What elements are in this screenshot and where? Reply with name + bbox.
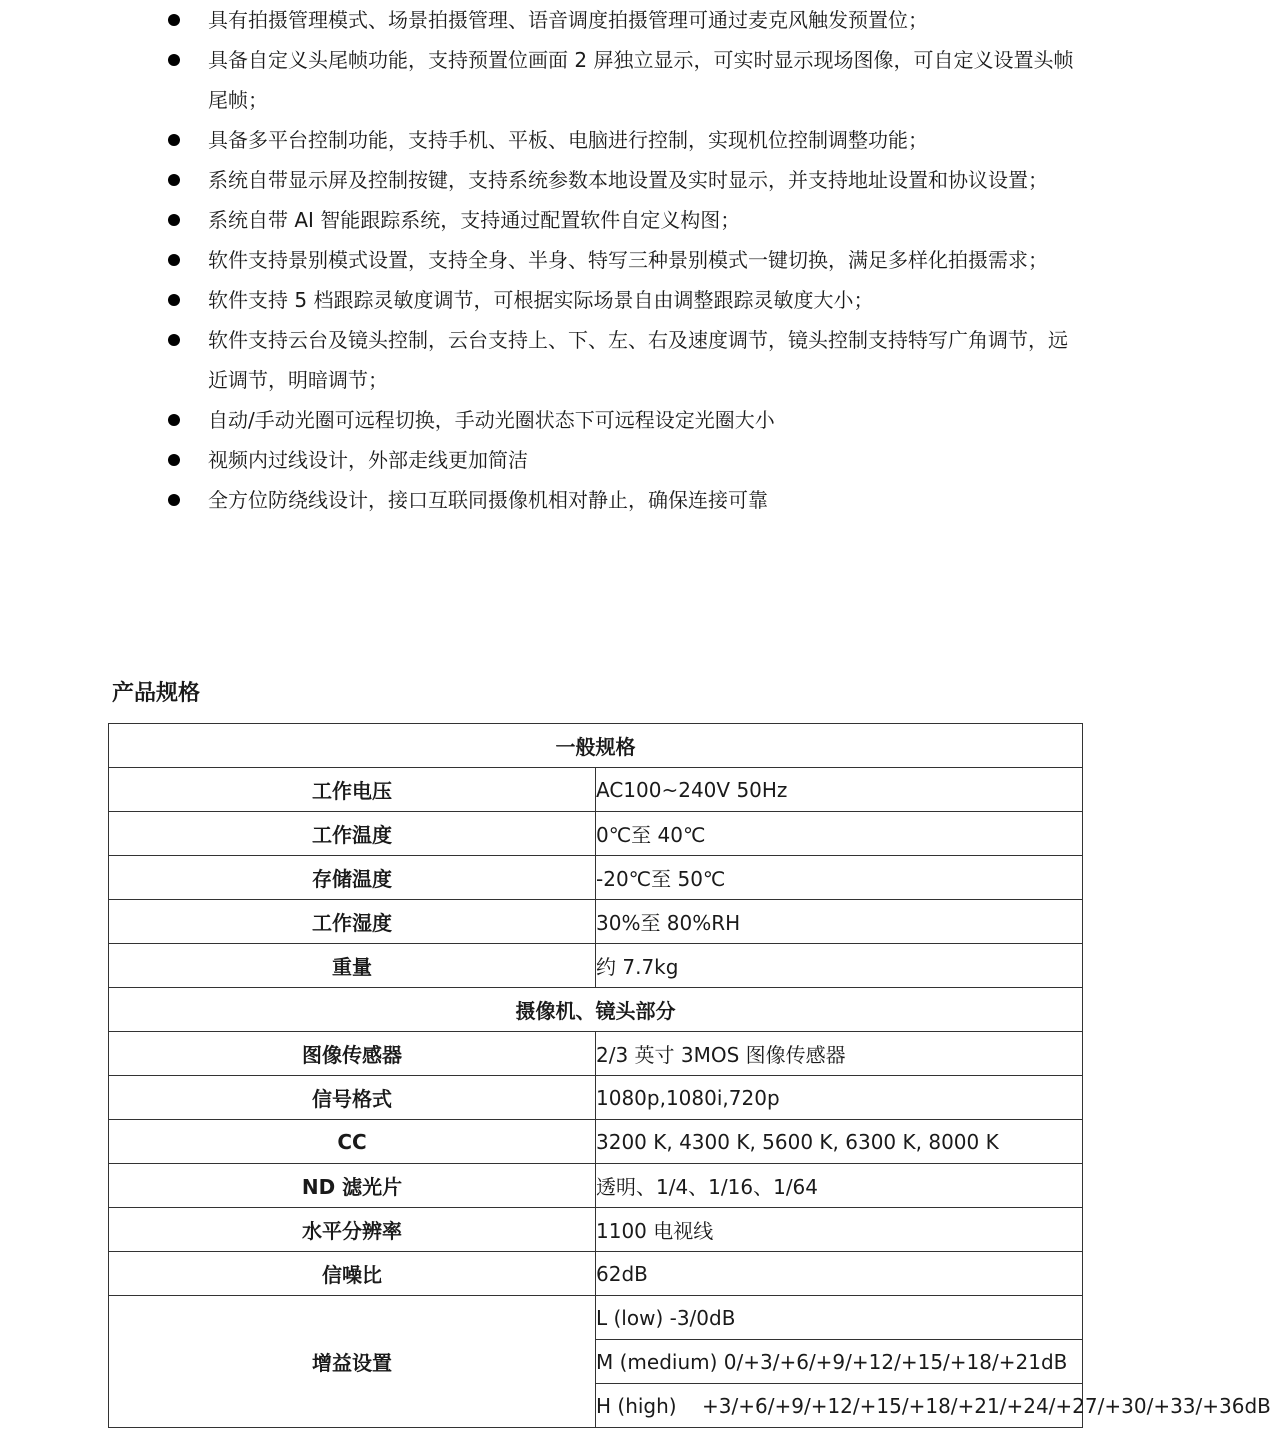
- bullet-icon: [168, 14, 180, 26]
- feature-text: 自动/手动光圈可远程切换，手动光圈状态下可远程设定光圈大小: [208, 408, 775, 432]
- bullet-icon: [168, 294, 180, 306]
- feature-text: 具有拍摄管理模式、场景拍摄管理、语音调度拍摄管理可通过麦克风触发预置位；: [208, 8, 928, 32]
- table-row: [109, 1208, 1083, 1252]
- spec-label: 工作温度: [109, 812, 596, 856]
- feature-text: 软件支持 5 档跟踪灵敏度调节，可根据实际场景自由调整跟踪灵敏度大小；: [208, 288, 874, 312]
- table-row: [109, 1296, 1083, 1340]
- spec-value: 2/3 英寸 3MOS 图像传感器: [596, 1032, 1083, 1076]
- table-row: [109, 1076, 1083, 1120]
- bullet-icon: [168, 214, 180, 226]
- group-header-general: 一般规格: [109, 724, 1083, 768]
- section-title: 产品规格: [112, 681, 201, 706]
- spec-value: -20℃至 50℃: [596, 856, 1083, 900]
- feature-item: [0, 240, 1078, 280]
- table-row: [109, 944, 1083, 988]
- spec-label: 信号格式: [109, 1076, 596, 1120]
- spec-label: 工作电压: [109, 768, 596, 812]
- table-row: [109, 1252, 1083, 1296]
- spec-value: 透明、1/4、1/16、1/64: [596, 1164, 1083, 1208]
- bullet-icon: [168, 254, 180, 266]
- table-row: [109, 1032, 1083, 1076]
- spec-value: 0℃至 40℃: [596, 812, 1083, 856]
- gain-label: 增益设置: [109, 1296, 596, 1428]
- spec-value: 1080p,1080i,720p: [596, 1076, 1083, 1120]
- bullet-icon: [168, 414, 180, 426]
- spec-value: 约 7.7kg: [596, 944, 1083, 988]
- bullet-icon: [168, 494, 180, 506]
- spec-label: 存储温度: [109, 856, 596, 900]
- bullet-icon: [168, 134, 180, 146]
- table-row: [109, 768, 1083, 812]
- spec-label: 信噪比: [109, 1252, 596, 1296]
- spec-label: 工作湿度: [109, 900, 596, 944]
- spec-label: 水平分辨率: [109, 1208, 596, 1252]
- spec-label: CC: [109, 1120, 596, 1164]
- feature-list: [0, 0, 1192, 520]
- spec-value: 30%至 80%RH: [596, 900, 1083, 944]
- bullet-icon: [168, 334, 180, 346]
- spec-label: 图像传感器: [109, 1032, 596, 1076]
- feature-item: [0, 440, 1078, 480]
- bullet-icon: [168, 54, 180, 66]
- bullet-icon: [168, 174, 180, 186]
- feature-text: 视频内过线设计，外部走线更加简洁: [208, 448, 528, 472]
- table-row: [109, 1164, 1083, 1208]
- feature-item: [0, 280, 1078, 320]
- feature-text: 全方位防绕线设计，接口互联同摄像机相对静止，确保连接可靠: [208, 488, 768, 512]
- table-group-row: [109, 724, 1083, 768]
- spec-label: ND 滤光片: [109, 1164, 596, 1208]
- feature-item: [0, 0, 1078, 40]
- feature-text: 具备自定义头尾帧功能，支持预置位画面 2 屏独立显示，可实时显示现场图像，可自定义设置头帧尾帧；: [208, 48, 1074, 112]
- feature-text: 软件支持景别模式设置，支持全身、半身、特写三种景别模式一键切换，满足多样化拍摄需求；: [208, 248, 1048, 272]
- spec-value: AC100~240V 50Hz: [596, 768, 1083, 812]
- feature-item: [0, 320, 1078, 400]
- feature-text: 具备多平台控制功能，支持手机、平板、电脑进行控制，实现机位控制调整功能；: [208, 128, 928, 152]
- gain-value-medium: M (medium) 0/+3/+6/+9/+12/+15/+18/+21dB: [596, 1340, 1083, 1384]
- feature-text: 软件支持云台及镜头控制，云台支持上、下、左、右及速度调节，镜头控制支持特写广角调节，远近调节，明暗调节；: [208, 328, 1068, 392]
- table-row: [109, 812, 1083, 856]
- feature-item: [0, 400, 1078, 440]
- group-header-camera: 摄像机、镜头部分: [109, 988, 1083, 1032]
- spec-value: 62dB: [596, 1252, 1083, 1296]
- feature-item: [0, 40, 1078, 120]
- feature-item: [0, 200, 1078, 240]
- spec-label: 重量: [109, 944, 596, 988]
- table-group-row: [109, 988, 1083, 1032]
- feature-text: 系统自带显示屏及控制按键，支持系统参数本地设置及实时显示，并支持地址设置和协议设置；: [208, 168, 1048, 192]
- feature-text: 系统自带 AI 智能跟踪系统，支持通过配置软件自定义构图；: [208, 208, 741, 232]
- feature-item: [0, 120, 1078, 160]
- spec-value: 3200 K, 4300 K, 5600 K, 6300 K, 8000 K: [596, 1120, 1083, 1164]
- table-row: [109, 900, 1083, 944]
- spec-table: [108, 723, 1271, 1428]
- gain-value-low: L (low) -3/0dB: [596, 1296, 1083, 1340]
- bullet-icon: [168, 454, 180, 466]
- feature-item: [0, 480, 1078, 520]
- table-row: [109, 856, 1083, 900]
- gain-value-high: H (high) +3/+6/+9/+12/+15/+18/+21/+24/+27/+30/+33/+36dB: [596, 1384, 1083, 1428]
- spec-value: 1100 电视线: [596, 1208, 1083, 1252]
- table-row: [109, 1120, 1083, 1164]
- feature-item: [0, 160, 1078, 200]
